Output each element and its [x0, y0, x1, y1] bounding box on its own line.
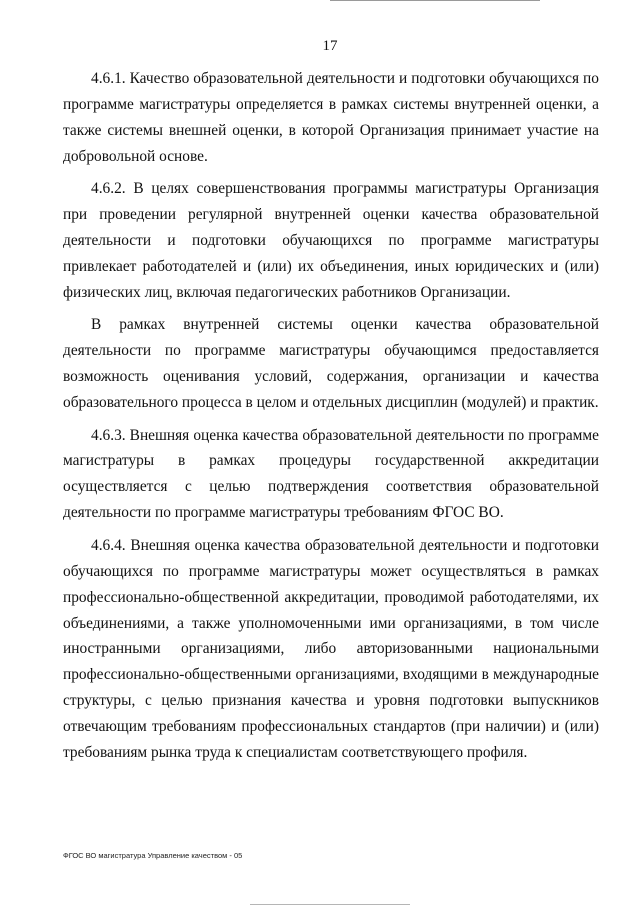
- document-body: [63, 66, 599, 773]
- page-number: 17: [322, 38, 338, 54]
- paragraph-4-6-1: 4.6.1. Качество образовательной деятельности и подготовки обучающихся по программе магистратуры определяется в рамках системы внутренней оценки, а также системы внешней оценки, в которой Организация принимает участие на добровольной основе.: [63, 70, 599, 165]
- paragraph-4-6-4: 4.6.4. Внешняя оценка качества образовательной деятельности и подготовки обучающихся по программе магистратуры может осуществляться в рамках профессионально-общественной аккредитации, проводимой работодателями, их объединениями, а также уполномоченными ими организациями, в том числе иностранными организациями, либо авторизованными национальными профессионально-общественными организациями, входящими в международные структуры, с целью признания качества и уровня подготовки выпускников отвечающим требованиям профессиональных стандартов (при наличии) и (или) требованиям рынка труда к специалистам соответствующего профиля.: [63, 536, 599, 762]
- paragraph-4-6-3: 4.6.3. Внешняя оценка качества образовательной деятельности по программе магистратуры в рамках процедуры государственной аккредитации осуществляется с целью подтверждения соответствия образовательной деятельности по программе магистратуры требованиям ФГОС ВО.: [63, 426, 599, 522]
- scan-edge-top: [330, 0, 540, 1]
- paragraph-4-6-2: 4.6.2. В целях совершенствования программы магистратуры Организация при проведении регулярной внутренней оценки качества образовательной деятельности и подготовки обучающихся по программе магистратуры привлекает работодателей и (или) их объединения, иных юридических и (или) физических лиц, включая педагогических работников Организации.: [63, 180, 599, 301]
- page-footer: ФГОС ВО магистратура Управление качеством - 05: [63, 851, 243, 860]
- paragraph-internal-assessment: В рамках внутренней системы оценки качества образовательной деятельности по программе магистратуры обучающимся предоставляется возможность оценивания условий, содержания, организации и качества образовательного процесса в целом и отдельных дисциплин (модулей) и практик.: [63, 316, 599, 412]
